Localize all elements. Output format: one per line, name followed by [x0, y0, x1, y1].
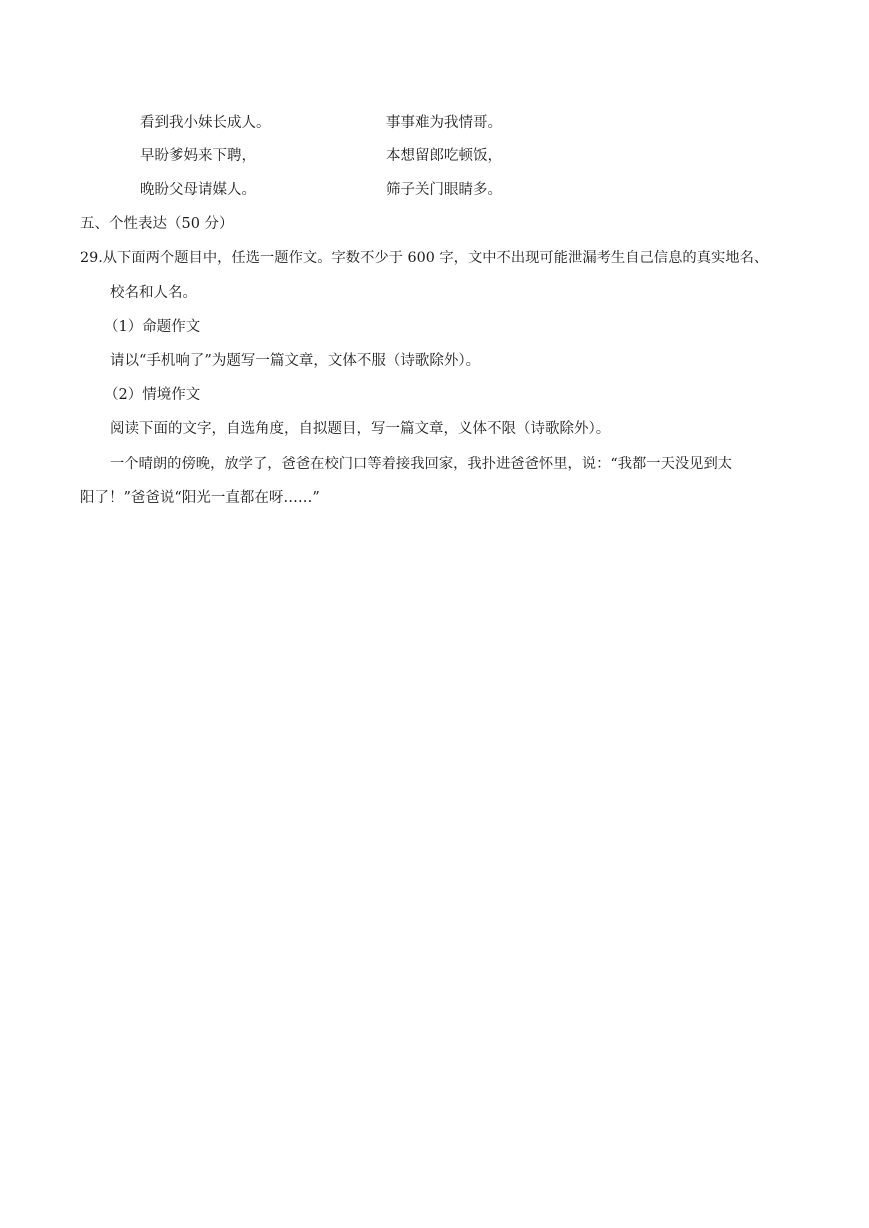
passage-line2: 阳了！”爸爸说“阳光一直都在呀……” — [80, 490, 320, 506]
section-heading: 五、个性表达（50 分） — [80, 216, 234, 232]
option-2-label: （2）情境作文 — [104, 387, 201, 403]
option-1-text: 请以“手机响了”为题写一篇文章，文体不服（诗歌除外）。 — [110, 353, 481, 369]
passage-line1: 一个晴朗的傍晚，放学了，爸爸在校门口等着接我回家，我扑进爸爸怀里，说：“我都一天没见到太 — [110, 456, 733, 472]
poem-line-right-1: 事事难为我情哥。 — [386, 115, 502, 131]
option-1-label: （1）命题作文 — [104, 319, 201, 335]
question-29-line2: 校名和人名。 — [110, 285, 197, 301]
poem-line-left-1: 看到我小妹长成人。 — [140, 115, 271, 131]
poem-line-left-3: 晚盼父母请媒人。 — [140, 182, 256, 198]
poem-line-right-2: 本想留郎吃顿饭， — [386, 148, 502, 164]
question-29-line1: 29.从下面两个题目中，任选一题作文。字数不少于 600 字，文中不出现可能泄漏考生自己信息的真实地名、 — [80, 250, 769, 266]
option-2-text: 阅读下面的文字，自选角度，自拟题目，写一篇文章，义体不限（诗歌除外）。 — [110, 421, 611, 437]
poem-line-left-2: 早盼爹妈来下聘， — [140, 148, 256, 164]
poem-line-right-3: 筛子关门眼睛多。 — [386, 182, 502, 198]
